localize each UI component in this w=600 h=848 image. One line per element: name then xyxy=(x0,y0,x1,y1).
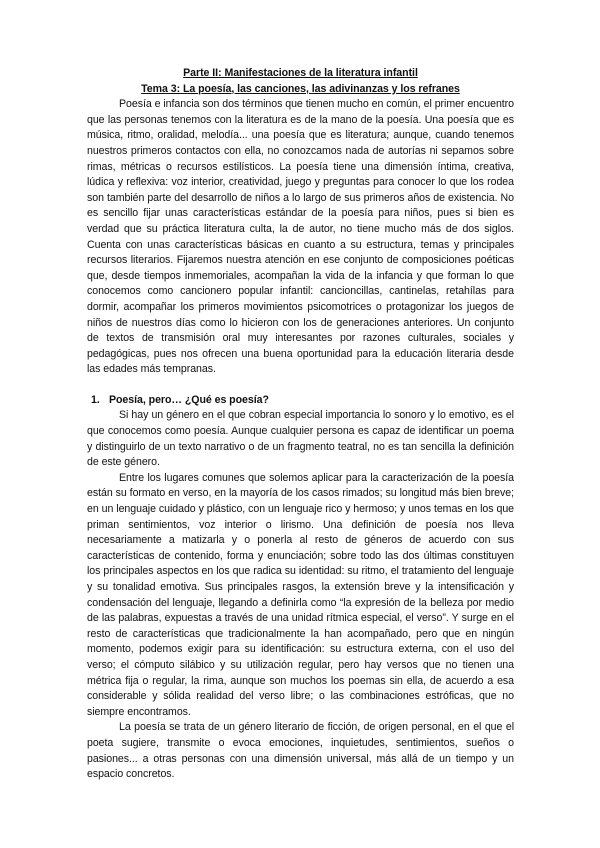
section-paragraph: Entre los lugares comunes que solemos aplicar para la caracterización de la poesía están su formato en verso, en la mayoría de los casos rimados; su longitud más bien breve; en un lenguaje cuidado y plástico, con un lenguaje rico y hermoso; y unos temas en los que priman sentimientos, voz interior o lirismo. Una definición de poesía nos lleva necesariamente a matizarla y o ponerla al resto de géneros de acuerdo con sus características de contenido, forma y enunciación; sobre todo las dos últimas constituyen los principales aspectos en los que radica su identidad: su ritmo, el tratamiento del lenguaje y su tonalidad emotiva. Sus principales rasgos, la extensión breve y la intensificación y condensación del lenguaje, llegando a definirla como “la expresión de la belleza por medio de las palabras, expuestas a través de una unidad rítmica especial, el verso”. Y surge en el resto de características que tradicionalmente la han acompañado, pero que en ningún momento, podemos exigir para su identificación: su estructura externa, con el uso del verso; el cómputo silábico y su utilización regular, pero hay versos que no tienen una métrica fija o regular, la rima, aunque son muchos los poemas sin ella, de acuerdo a esa considerable y sólida realidad del verso libre; o las combinaciones estróficas, que no siempre encontramos. xyxy=(87,471,514,718)
document-body xyxy=(87,66,514,783)
section-paragraph: La poesía se trata de un género literario de ficción, de origen personal, en el que el poeta sugiere, transmite o evoca emociones, inquietudes, sentimientos, sueños o pasiones... a otras personas con una dimensión universal, más allá de un tiempo y un espacio concretos. xyxy=(87,721,514,781)
section-heading xyxy=(87,393,514,409)
document-subtitle: Tema 3: La poesía, las canciones, las adivinanzas y los refranes xyxy=(141,82,460,95)
document-title: Parte II: Manifestaciones de la literatura infantil xyxy=(183,67,418,79)
section-title: Poesía, pero… ¿Qué es poesía? xyxy=(109,393,269,406)
section-paragraph: Si hay un género en el que cobran especial importancia lo sonoro y lo emotivo, es el que conocemos como poesía. Aunque cualquier persona es capaz de identificar un poema y distinguirlo de un texto narrativo o de un fragmento teatral, no es tan sencilla la definición de este género. xyxy=(87,409,514,469)
section-number: 1. xyxy=(91,393,100,406)
intro-paragraph: Poesía e infancia son dos términos que tienen mucho en común, el primer encuentro que las personas tenemos con la literatura es de la mano de la poesía. Una poesía que es música, ritmo, oralidad, melodía... una poesía que es literatura; aunque, cuando tenemos nuestros primeros contactos con ella, no conozcamos nada de autorías ni sepamos sobre rimas, métricas o recursos estilísticos. La poesía tiene una dimensión íntima, creativa, lúdica y reflexiva: voz interior, creatividad, juego y preguntas para conocer lo que los rodea son también parte del desarrollo de niños a lo largo de sus primeros años de existencia. No es sencillo fijar unas características estándar de la poesía para niños, pues si bien es verdad que su práctica literatura culta, la de autor, no tiene mucho más de dos siglos. Cuenta con unas características básicas en cuanto a su estructura, temas y principales recursos literarios. Fijaremos nuestra atención en ese conjunto de composiciones poéticas que, desde tiempos inmemoriales, acompañan la vida de la infancia y que forman lo que conocemos como cancionero popular infantil: cancioncillas, cantinelas, retahílas para dormir, acompañar los primeros movimientos psicomotrices o protagonizar los juegos de niños de nuestros días como lo hicieron con los de generaciones anteriores. Un conjunto de textos de transmisión oral muy interesantes por razones culturales, sociales y pedagógicas, pues nos ofrecen una buena oportunidad para la educación literaria desde las edades más tempranas. xyxy=(87,98,514,376)
